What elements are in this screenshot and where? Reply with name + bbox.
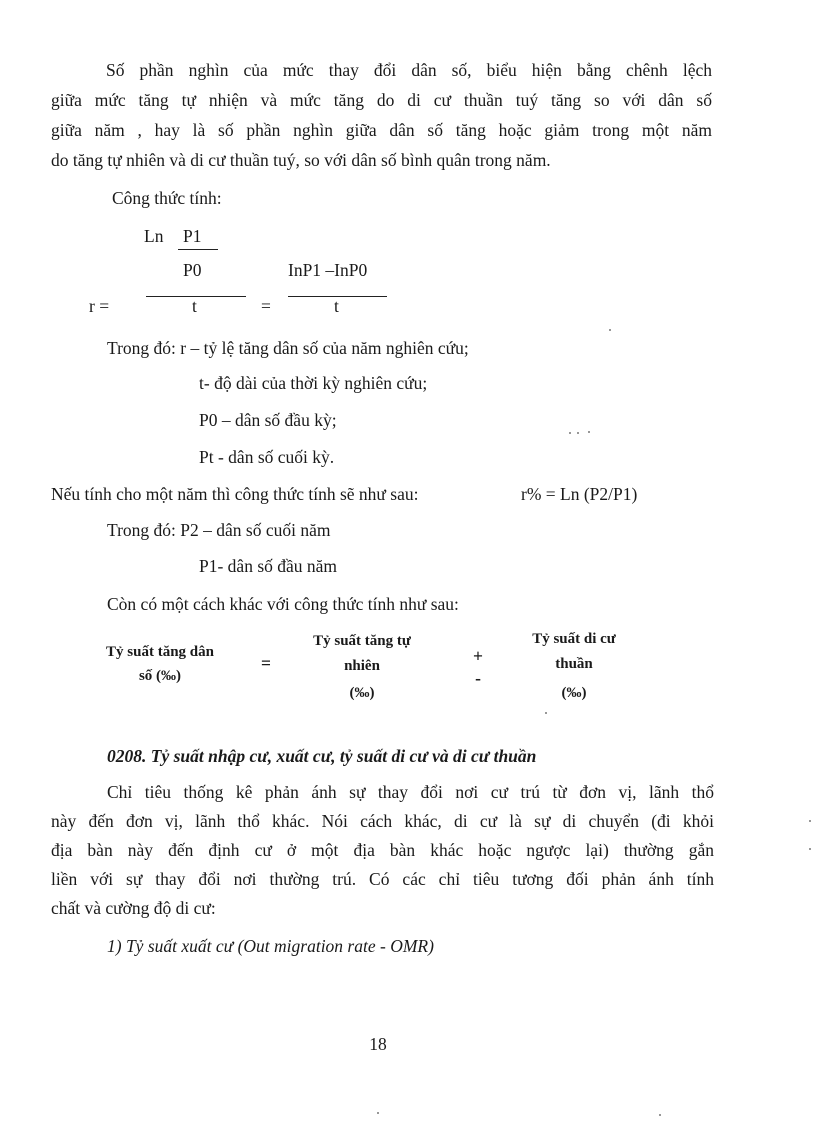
alt-mid-line: (‰) — [349, 685, 375, 701]
alt-lhs-line: Tỷ suất tăng dân — [106, 644, 214, 660]
formula-p1: P1 — [183, 226, 202, 246]
alt-lhs-line: số (‰) — [138, 668, 182, 684]
intro-line: Số phần nghìn của mức thay đổi dân số, biểu hiện bằng chênh lệch — [106, 60, 712, 80]
annual-formula: r% = Ln (P2/P1) — [521, 484, 638, 504]
section-heading: 0208. Tỷ suất nhập cư, xuất cư, tỷ suất di cư và di cư thuần — [107, 746, 537, 766]
formula-t2: t — [334, 296, 339, 316]
page-number: 18 — [369, 1034, 387, 1054]
scan-speck — [577, 432, 579, 434]
scan-speck — [809, 820, 811, 822]
definition-r: Trong đó: r – tỷ lệ tăng dân số của năm nghiên cứu; — [107, 338, 469, 358]
subsection-heading: 1) Tỷ suất xuất cư (Out migration rate - OMR) — [107, 936, 434, 956]
section-paragraph-line: Chỉ tiêu thống kê phản ánh sự thay đổi nơi cư trú từ đơn vị, lãnh thổ — [107, 782, 714, 802]
scan-speck — [569, 432, 571, 434]
alt-rhs-line: thuần — [555, 656, 593, 672]
definition-pt: Pt - dân số cuối kỳ. — [199, 447, 335, 467]
intro-line: do tăng tự nhiên và di cư thuần tuý, so với dân số bình quân trong năm. — [51, 150, 551, 170]
formula-p0: P0 — [183, 260, 202, 280]
formula-eq: = — [261, 296, 271, 316]
scan-speck — [377, 1112, 379, 1114]
section-paragraph-line: này đến đơn vị, lãnh thổ khác. Nói cách khác, di cư là sự di chuyển (đi khỏi — [51, 811, 714, 831]
formula-label: Công thức tính: — [112, 188, 222, 208]
section-paragraph-line: địa bàn này đến định cư ở một địa bàn khác hoặc ngược lại) thường gắn — [51, 840, 714, 860]
formula-t1: t — [192, 296, 197, 316]
scan-speck — [609, 329, 611, 331]
alt-rhs-line: Tỷ suất di cư — [532, 631, 616, 647]
section-paragraph-line: chất và cường độ di cư: — [51, 898, 216, 918]
formula-r-eq: r = — [89, 296, 110, 316]
fraction-bar-inner — [178, 249, 218, 250]
definition-p0: P0 – dân số đầu kỳ; — [199, 410, 337, 430]
definition-p2: Trong đó: P2 – dân số cuối năm — [107, 520, 331, 540]
annual-text: Nếu tính cho một năm thì công thức tính sẽ như sau: — [51, 484, 419, 504]
scan-speck — [588, 431, 590, 433]
intro-line: giữa năm , hay là số phần nghìn giữa dân số tăng hoặc giảm trong một năm — [51, 120, 712, 140]
scan-speck — [545, 712, 547, 714]
formula-ln: Ln — [144, 226, 164, 246]
alt-mid-line: nhiên — [344, 658, 380, 674]
scan-speck — [659, 1114, 661, 1116]
alt-equals: = — [261, 653, 271, 673]
alt-mid-line: Tỷ suất tăng tự — [313, 633, 411, 649]
section-paragraph-line: liền với sự thay đổi nơi thường trú. Có các chỉ tiêu tương đối phản ánh tính — [51, 869, 714, 889]
definition-p1: P1- dân số đầu năm — [199, 556, 338, 576]
formula-numerator: InP1 –InP0 — [288, 260, 368, 280]
definition-t: t- độ dài của thời kỳ nghiên cứu; — [199, 373, 428, 393]
alt-rhs-line: (‰) — [561, 685, 587, 701]
alt-minus: - — [475, 668, 481, 688]
alt-plus: + — [473, 646, 483, 666]
intro-line: giữa mức tăng tự nhiện và mức tăng do di cư thuần tuý tăng so với dân số — [51, 90, 712, 110]
scan-speck — [809, 848, 811, 850]
alt-formula-intro: Còn có một cách khác với công thức tính như sau: — [107, 594, 459, 614]
